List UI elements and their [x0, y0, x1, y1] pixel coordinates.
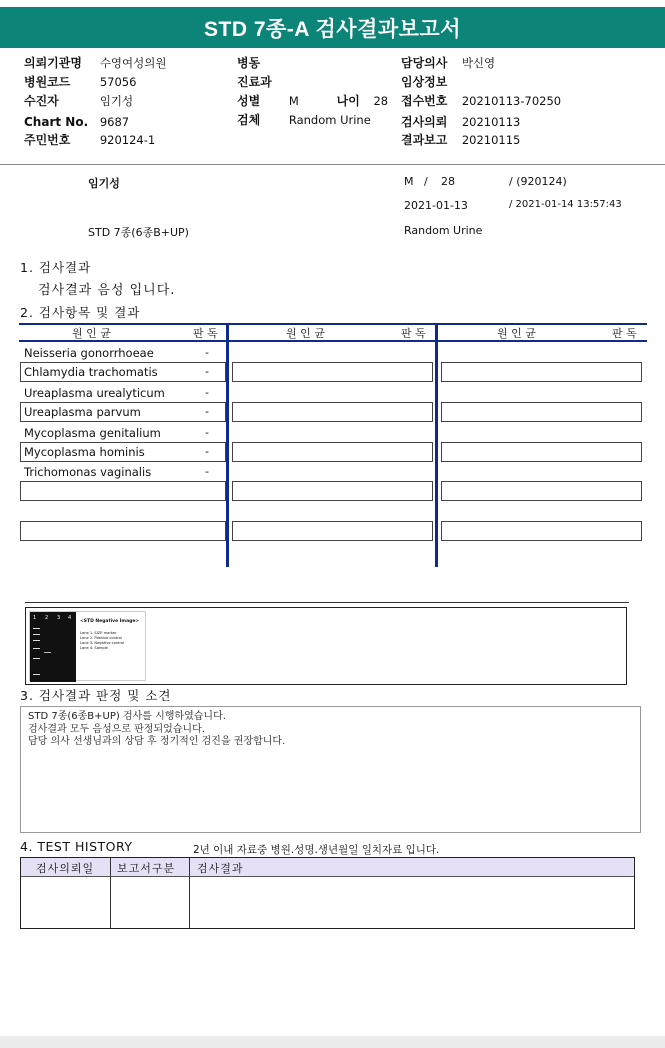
grid-header-result-1: 판 독 [193, 327, 218, 340]
grid-cell-box [232, 442, 433, 462]
grid-cell-box [232, 362, 433, 382]
grid-cell-box [441, 402, 642, 422]
pathogen-name: Trichomonas vaginalis [24, 465, 152, 479]
opinion-line: STD 7종(6종B+UP) 검사를 시행하였습니다. [28, 711, 226, 722]
institution-value: 수영여성의원 [99, 56, 167, 70]
section-4-title: 4. TEST HISTORY [20, 839, 133, 854]
header-row-report-date [401, 131, 520, 149]
section-2-title: 2. 검사항목 및 결과 [20, 305, 141, 320]
gel-band [33, 648, 40, 649]
history-col-request-date: 검사의뢰일 [36, 862, 95, 875]
history-col-divider [189, 858, 190, 928]
summary-specimen: Random Urine [404, 224, 483, 237]
section-3-title: 3. 검사결과 판정 및 소견 [20, 688, 172, 703]
receipt-no-value: 20210113-70250 [461, 94, 562, 108]
grid-divider-2 [435, 325, 438, 567]
gel-band [33, 634, 40, 635]
grid-top-rule [19, 323, 647, 325]
grid-header-rule [19, 340, 647, 342]
patient-value: 임기성 [99, 94, 134, 108]
gel-band [44, 652, 51, 653]
lane-label: 3 [57, 615, 61, 621]
grid-cell-box [441, 521, 642, 541]
resident-no-label: 주민번호 [24, 133, 71, 147]
gel-image [29, 611, 146, 681]
report-title: STD 7종-A 검사결과보고서 [0, 7, 665, 48]
header-row-hospital-code [24, 73, 136, 91]
gel-legend-title: <STD Negative Image> [80, 619, 140, 624]
gel-legend [80, 631, 124, 651]
grid-header-pathogen-3: 원 인 균 [497, 327, 536, 340]
pathogen-name: Ureaplasma urealyticum [24, 386, 165, 400]
history-note: 2년 이내 자료중 병원.성명.생년월일 일치자료 입니다. [193, 844, 440, 856]
bottom-bar [0, 1036, 665, 1048]
summary-test-name: STD 7종(6종B+UP) [88, 226, 189, 239]
pathogen-result: - [205, 426, 209, 439]
history-table-header [21, 858, 634, 877]
gel-legend-line: Lane 2. Positive control [80, 636, 122, 640]
history-col-report-type: 보고서구분 [117, 862, 176, 875]
receipt-no-label: 접수번호 [401, 94, 448, 108]
age-value: 28 [373, 94, 389, 108]
request-date-label: 검사의뢰 [401, 115, 448, 129]
summary-age: 28 [441, 175, 455, 188]
patient-header [0, 48, 665, 165]
history-table [20, 857, 635, 929]
pathogen-name: Chlamydia trachomatis [24, 365, 158, 379]
summary-separator: / [424, 175, 428, 188]
header-row-chart-no [24, 113, 129, 131]
grid-cell-box [441, 442, 642, 462]
gel-top-rule [25, 602, 629, 603]
sex-label: 성별 [237, 94, 261, 108]
report-date-value: 20210115 [461, 133, 521, 147]
grid-divider-1 [226, 325, 229, 567]
history-col-divider [110, 858, 111, 928]
section-1-body: 검사결과 음성 입니다. [38, 283, 176, 298]
opinion-line: 검사결과 모두 음성으로 판정되었습니다. [28, 723, 205, 735]
summary-birth: / (920124) [509, 175, 567, 188]
pathogen-result: - [205, 445, 209, 458]
pathogen-name: Mycoplasma genitalium [24, 426, 161, 440]
grid-header-pathogen-1: 원 인 균 [72, 327, 111, 340]
doctor-value: 박신영 [461, 56, 496, 70]
hospital-code-label: 병원코드 [24, 75, 71, 89]
section-1-title: 1. 검사결과 [20, 260, 92, 275]
age-label: 나이 [336, 94, 360, 108]
specimen-label: 검체 [237, 113, 261, 127]
grid-header-result-2: 판 독 [401, 327, 426, 340]
grid-cell-box [441, 481, 642, 501]
lane-label: 1 [33, 615, 37, 621]
pathogen-result: - [205, 465, 209, 478]
header-row-institution [24, 54, 166, 72]
gel-band [33, 640, 40, 641]
pathogen-name: Mycoplasma hominis [24, 445, 145, 459]
gel-band [33, 674, 40, 675]
sex-value: M [288, 94, 299, 108]
header-row-sex-age [237, 92, 388, 110]
pathogen-result: - [205, 386, 209, 399]
history-col-result: 검사결과 [197, 862, 244, 875]
specimen-value: Random Urine [288, 113, 371, 127]
summary-name: 임기성 [88, 177, 120, 190]
gel-legend-line: Lane 4. Sample [80, 646, 108, 650]
grid-header-pathogen-2: 원 인 균 [286, 327, 325, 340]
grid-cell-box [232, 521, 433, 541]
header-row-request-date [401, 113, 520, 131]
header-row-specimen [237, 111, 371, 129]
header-row-resident-no [24, 131, 155, 149]
header-row-clinical-info [401, 73, 462, 91]
gel-band [33, 628, 40, 629]
grid-cell-box [232, 402, 433, 422]
doctor-label: 담당의사 [401, 56, 448, 70]
opinion-line: 담당 의사 선생님과의 상담 후 정기적인 검진을 권장합니다. [28, 736, 286, 747]
ward-label: 병동 [237, 56, 261, 70]
resident-no-value: 920124-1 [99, 133, 156, 147]
lane-label: 4 [68, 615, 72, 621]
grid-cell-box [441, 362, 642, 382]
gel-legend-line: Lane 1. SIZE marker [80, 631, 117, 635]
institution-label: 의뢰기관명 [24, 56, 82, 70]
pathogen-name: Neisseria gonorrhoeae [24, 346, 154, 360]
dept-label: 진료과 [237, 75, 272, 89]
header-row-receipt-no [401, 92, 561, 110]
hospital-code-value: 57056 [99, 75, 137, 89]
summary-sex: M [404, 175, 414, 188]
clinical-info-label: 임상정보 [401, 75, 448, 89]
grid-cell-box [20, 521, 226, 541]
summary-request-date: 2021-01-13 [404, 199, 468, 212]
patient-label: 수진자 [24, 94, 59, 108]
pathogen-result: - [205, 346, 209, 359]
grid-header-result-3: 판 독 [612, 327, 637, 340]
request-date-value: 20210113 [461, 115, 521, 129]
lane-label: 2 [45, 615, 49, 621]
opinion-box [20, 706, 641, 833]
grid-cell-box [232, 481, 433, 501]
gel-dark-panel [30, 612, 76, 682]
pathogen-name: Ureaplasma parvum [24, 405, 141, 419]
chart-no-value: 9687 [99, 115, 130, 129]
summary-report-datetime: / 2021-01-14 13:57:43 [509, 199, 622, 210]
chart-no-label: Chart No. [24, 115, 89, 129]
header-row-doctor [401, 54, 495, 72]
gel-legend-line: Lane 3. Negative control [80, 641, 125, 645]
pathogen-result: - [205, 405, 209, 418]
header-row-patient [24, 92, 133, 110]
pathogen-result: - [205, 365, 209, 378]
report-date-label: 결과보고 [401, 133, 448, 147]
gel-band [33, 658, 40, 659]
grid-cell-box [20, 481, 226, 501]
